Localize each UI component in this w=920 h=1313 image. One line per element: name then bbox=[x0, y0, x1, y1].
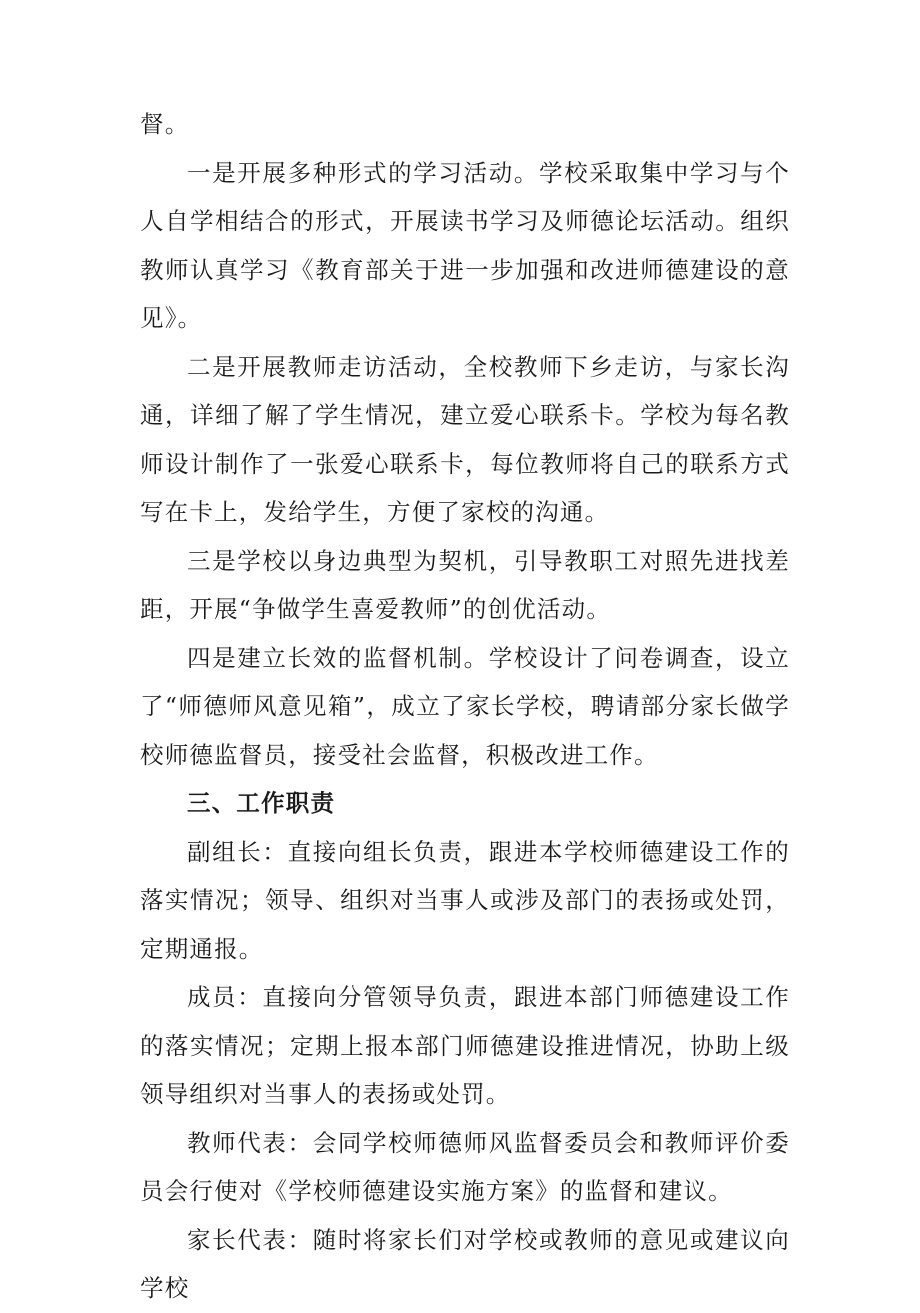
paragraph-deputy-leader: 副组长：直接向组长负责，跟进本学校师德建设工作的落实情况；领导、组织对当事人或涉及部门的表扬或处罚，定期通报。 bbox=[140, 837, 790, 963]
document-body bbox=[140, 100, 790, 1313]
paragraph-supervision: 四是建立长效的监督机制。学校设计了问卷调查，设立了“师德师风意见箱”，成立了家长学校，聘请部分家长做学校师德监督员，接受社会监督，积极改进工作。 bbox=[140, 643, 790, 769]
paragraph-teacher-reps: 教师代表：会同学校师德师风监督委员会和教师评价委员会行使对《学校师德建设实施方案》的监督和建议。 bbox=[140, 1128, 790, 1205]
paragraph-parent-reps: 家长代表：随时将家长们对学校或教师的意见或建议向学校 bbox=[140, 1225, 790, 1302]
continuation-text: 督。 bbox=[140, 110, 190, 138]
paragraph-study-activities: 一是开展多种形式的学习活动。学校采取集中学习与个人自学相结合的形式，开展读书学习及师德论坛活动。组织教师认真学习《教育部关于进一步加强和改进师德建设的意见》。 bbox=[140, 158, 790, 332]
paragraph-members: 成员：直接向分管领导负责，跟进本部门师德建设工作的落实情况；定期上报本部门师德建设推进情况，协助上级领导组织对当事人的表扬或处罚。 bbox=[140, 983, 790, 1108]
paragraph-role-models: 三是学校以身边典型为契机，引导教职工对照先进找差距，开展“争做学生喜爱教师”的创优活动。 bbox=[140, 546, 790, 623]
paragraph-home-visits: 二是开展教师走访活动，全校教师下乡走访，与家长沟通，详细了解了学生情况，建立爱心联系卡。学校为每名教师设计制作了一张爱心联系卡，每位教师将自己的联系方式写在卡上，发给学生，方便了家校的沟通。 bbox=[140, 352, 790, 526]
section-heading-responsibilities: 三、工作职责 bbox=[187, 789, 336, 817]
